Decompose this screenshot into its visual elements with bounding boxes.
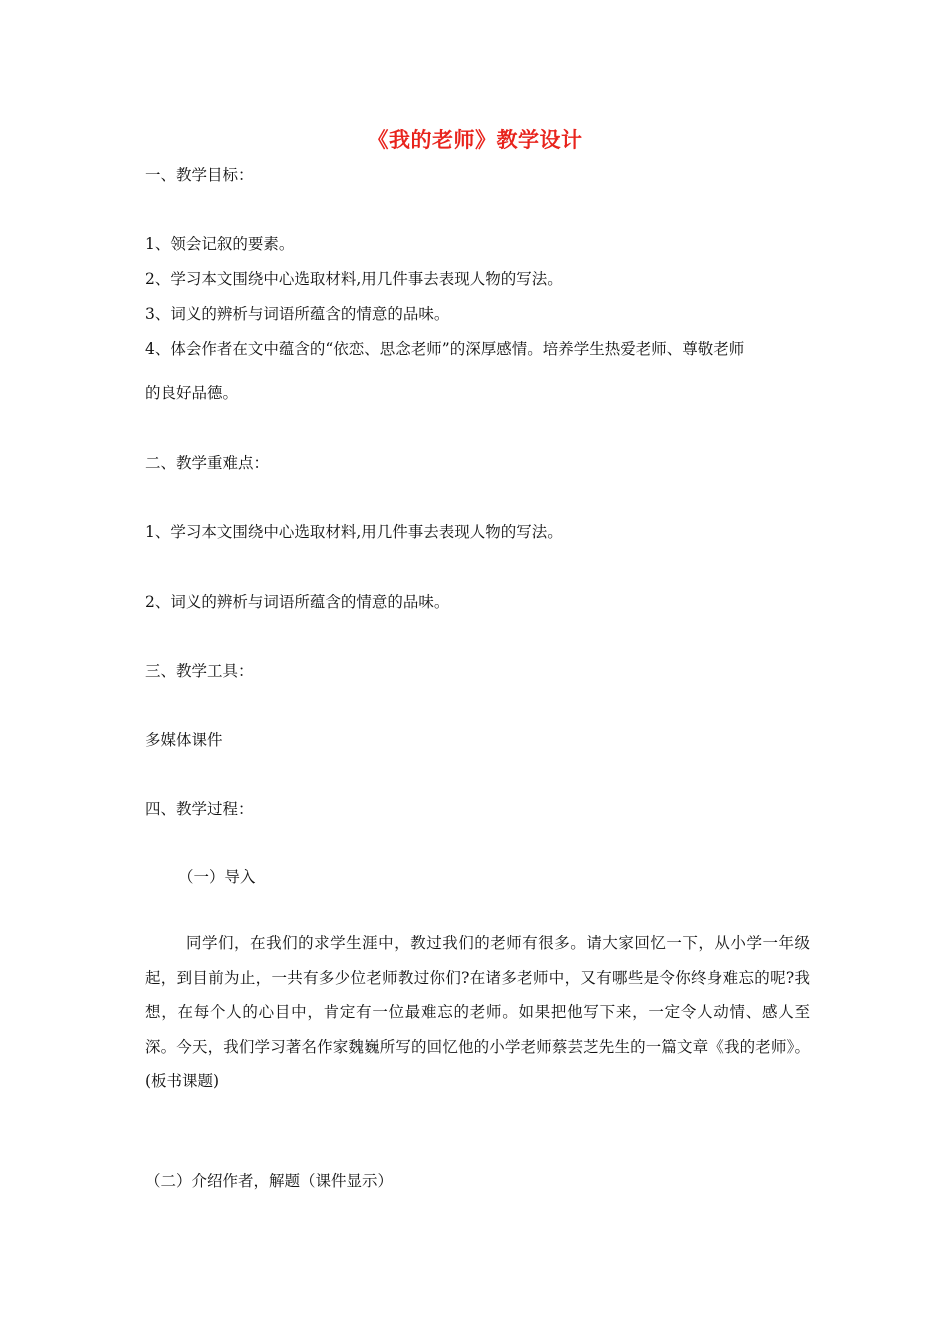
key-point-item-2: 2、词义的辨析与词语所蕴含的情意的品味。: [145, 593, 450, 611]
tools-text: 多媒体课件: [145, 731, 223, 749]
objective-item-1: 1、领会记叙的要素。: [145, 235, 295, 253]
process-subheading-intro: （一）导入: [178, 868, 256, 886]
document-title: 《我的老师》教学设计: [367, 127, 583, 152]
key-point-item-1: 1、学习本文围绕中心选取材料,用几件事去表现人物的写法。: [145, 523, 563, 541]
objective-item-4-continued: 的良好品德。: [145, 384, 239, 402]
objective-item-4: 4、体会作者在文中蕴含的“依恋、思念老师”的深厚感情。培养学生热爱老师、尊敬老师: [145, 340, 745, 358]
objective-item-2: 2、学习本文围绕中心选取材料,用几件事去表现人物的写法。: [145, 270, 563, 288]
section-heading-key-points: 二、教学重难点：: [145, 454, 270, 472]
section-heading-tools: 三、教学工具：: [145, 662, 254, 680]
section-heading-objectives: 一、教学目标：: [145, 166, 254, 184]
process-subheading-author: （二）介绍作者，解题（课件显示）: [145, 1172, 394, 1190]
intro-paragraph: 同学们，在我们的求学生涯中，教过我们的老师有很多。请大家回忆一下，从小学一年级起，到目前为止，一共有多少位老师教过你们?在诸多老师中，又有哪些是令你终身难忘的呢?我想，在每个人的心目中，肯定有一位最难忘的老师。如果把他写下来，一定令人动情、感人至深。今天，我们学习著名作家魏巍所写的回忆他的小学老师蔡芸芝先生的一篇文章《我的老师》。(板书课题): [145, 934, 810, 1090]
objective-item-3: 3、词义的辨析与词语所蕴含的情意的品味。: [145, 305, 450, 323]
section-heading-process: 四、教学过程：: [145, 800, 254, 818]
